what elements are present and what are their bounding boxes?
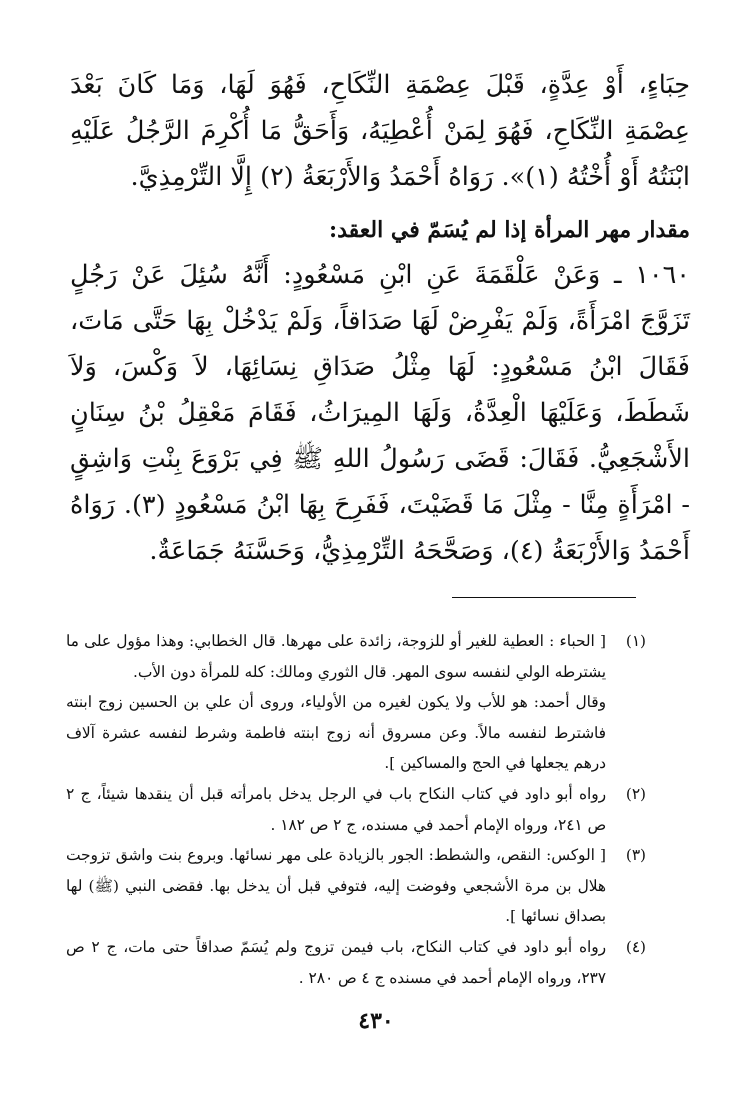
main-text — [70, 62, 690, 574]
footnote-4 — [66, 932, 646, 993]
footnote-body — [66, 779, 606, 840]
footnote-text-continued: وقال أحمد: هو للأب ولا يكون لغيره من الأولياء، وروى أن علي بن الحسين زوج ابنته فاشترط لنفسه مالاً. وعن مسروق أنه زوج ابنته فاطمة وشرط لنفسه عشرة آلاف درهم يجعلها في الحج والمساكين ]. — [66, 693, 606, 773]
footnote-2 — [66, 779, 646, 840]
footnote-divider — [452, 597, 636, 598]
footnote-body — [66, 932, 606, 993]
footnote-text: [ الحباء : العطية للغير أو للزوجة، زائدة على مهرها. قال الخطابي: وهذا مؤول على ما يشترطه الولي لنفسه سوى المهر. قال الثوري ومالك: كله للمرأة دون الأب. — [66, 632, 606, 681]
footnote-text: [ الوكس: النقص، والشطط: الجور بالزيادة على مهر نسائها. وبروع بنت واشق تزوجت هلال بن مرة الأشجعي وفوضت إليه، فتوفي قبل أن يدخل بها. فقضى النبي (ﷺ) لها بصداق نسائها ]. — [66, 846, 606, 926]
section-heading: مقدار مهر المرأة إذا لم يُسَمّ في العقد: — [328, 217, 690, 243]
footnote-body — [66, 626, 606, 779]
body-text-top — [70, 62, 690, 200]
footnote-number: (٣) — [625, 846, 646, 865]
footnote-number: (١) — [625, 632, 646, 650]
body-text-hadith — [70, 252, 690, 574]
footnote-text: رواه أبو داود في كتاب النكاح، باب فيمن تزوج ولم يُسَمّ صداقاً حتى مات، ج ٢ ص ٢٣٧، ورواه الإمام أحمد في مسنده ج ٤ ص ٢٨٠ . — [66, 937, 607, 987]
footnote-number: (٢) — [625, 784, 646, 803]
footnote-number: (٤) — [625, 937, 646, 956]
footnotes — [66, 626, 646, 993]
paragraph-hadith-1059-ending: حِبَاءٍ، أَوْ عِدَّةٍ، قَبْلَ عِصْمَةِ النِّكَاحِ، فَهُوَ لَهَا، وَمَا كَانَ بَعْدَ عِصْمَةِ النِّكَاحِ، فَهُوَ لِمَنْ أُعْطِيَهُ، وَأَحَقُّ مَا أُكْرِمَ الرَّجُلُ عَلَيْهِ ابْنَتُهُ أَوْ أُخْتُهُ (١)». رَوَاهُ أَحْمَدُ وَالأَرْبَعَةُ (٢) إِلَّا التِّرْمِذِيَّ. — [70, 70, 690, 192]
footnote-body — [66, 840, 606, 932]
paragraph-hadith-1060: ١٠٦٠ ـ وَعَنْ عَلْقَمَةَ عَنِ ابْنِ مَسْعُودٍ: أَنَّهُ سُئِلَ عَنْ رَجُلٍ تَزَوَّجَ امْرَأَةً، وَلَمْ يَفْرِضْ لَهَا صَدَاقاً، وَلَمْ يَدْخُلْ بِهَا حَتَّى مَاتَ، فَقَالَ ابْنُ مَسْعُودٍ: لَهَا مِثْلُ صَدَاقِ نِسَائِهَا، لاَ وَكْسَ، وَلاَ شَطَطَ، وَعَلَيْهَا الْعِدَّةُ، وَلَهَا المِيرَاثُ، فَقَامَ مَعْقِلُ بْنُ سِنَانٍ الأَشْجَعِيُّ. فَقَالَ: قَضَى رَسُولُ اللهِ ﷺ فِي بَرْوَعَ بِنْتِ وَاشِقٍ - امْرَأَةٍ مِنَّا - مِثْلَ مَا قَضَيْتَ، فَفَرِحَ بِهَا ابْنُ مَسْعُودٍ (٣). رَوَاهُ أَحْمَدُ وَالأَرْبَعَةُ (٤)، وَصَحَّحَهُ التِّرْمِذِيُّ، وَحَسَّنَهُ جَمَاعَةٌ. — [70, 260, 691, 566]
footnote-1 — [66, 626, 646, 779]
footnote-text: رواه أبو داود في كتاب النكاح باب في الرجل يدخل بامرأته قبل أن ينقدها شيئاً، ج ٢ ص ٢٤١، ورواه الإمام أحمد في مسنده، ج ٢ ص ١٨٢ . — [66, 784, 606, 834]
page-number: ٤٣٠ — [358, 1008, 394, 1034]
footnote-3 — [66, 840, 646, 932]
